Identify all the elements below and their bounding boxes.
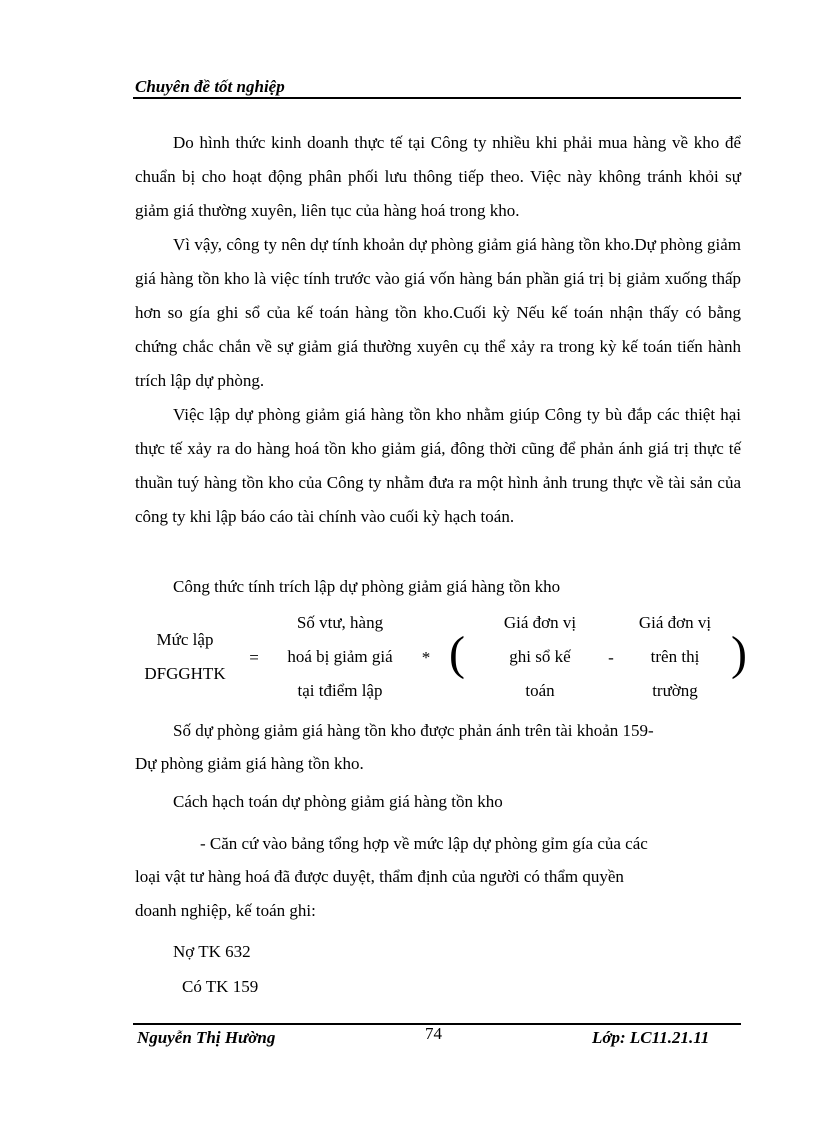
formula-times: * — [421, 648, 431, 667]
formula-market-line1: Giá đơn vị — [638, 613, 712, 632]
formula-book-line1: Giá đơn vị — [503, 613, 577, 632]
footer-author: Nguyễn Thị Hường — [137, 1028, 276, 1047]
page-number: 74 — [425, 1024, 442, 1043]
entry-credit: Có TK 159 — [182, 977, 259, 996]
method-line3: doanh nghiệp, kế toán ghi: — [135, 901, 316, 920]
formula-open-paren: ( — [449, 627, 465, 680]
formula-book-line2: ghi sổ kế — [509, 647, 571, 666]
header-rule — [133, 97, 741, 99]
formula-book-line3: toán — [525, 681, 555, 700]
method-line1: - Căn cứ vào bảng tổng hợp về mức lập dự phòng gỉm gía của các — [200, 834, 648, 853]
account-note-line1: Số dự phòng giảm giá hàng tồn kho được phản ánh trên tài khoản 159- — [173, 721, 654, 740]
method-line2: loại vật tư hàng hoá đã được duyệt, thẩm định của người có thẩm quyền — [135, 867, 624, 886]
formula-qty-line1: Số vtư, hàng — [296, 613, 384, 632]
formula-equals: = — [249, 648, 259, 667]
header-title: Chuyên đề tốt nghiệp — [135, 77, 285, 96]
method-title: Cách hạch toán dự phòng giảm giá hàng tồn kho — [173, 792, 503, 811]
paragraph-3-text: Việc lập dự phòng giảm giá hàng tồn kho nhằm giúp Công ty bù đắp các thiệt hại thực tế xảy ra do hàng hoá tồn kho giảm giá, đông thời cũng để phản ánh giá trị thực tế thuần tuý hàng tồn kho của Công ty nhằm đưa ra một hình ảnh trung thực về tài sản của công ty khi lập báo cáo tài chính vào cuối kỳ hạch toán. — [135, 405, 741, 526]
paragraph-1 — [135, 126, 741, 228]
formula-close-paren: ) — [731, 627, 747, 680]
paragraph-3 — [135, 398, 741, 534]
entry-debit: Nợ TK 632 — [173, 942, 251, 961]
account-note-line2: Dự phòng giảm giá hàng tồn kho. — [135, 754, 364, 773]
formula-qty-line2: hoá bị giảm giá — [287, 647, 393, 666]
paragraph-2 — [135, 228, 741, 398]
footer-class: Lớp: LC11.21.11 — [592, 1028, 710, 1047]
paragraph-2-text: Vì vậy, công ty nên dự tính khoản dự phòng giảm giá hàng tồn kho.Dự phòng giảm giá hàng tồn kho là việc tính trước vào giá vốn hàng bán phần giá trị bị giảm xuống thấp hơn so gía ghi sổ của kế toán hàng tồn kho.Cuối kỳ Nếu kế toán nhận thấy có bằng chứng chắc chắn về sự giảm giá thường xuyên cụ thể xảy ra trong kỳ kế toán tiến hành trích lập dự phòng. — [135, 235, 741, 390]
formula-lhs-line1: Mức lập — [156, 630, 214, 649]
formula-lhs-line2: DFGGHTK — [144, 664, 226, 683]
formula-intro: Công thức tính trích lập dự phòng giảm giá hàng tồn kho — [173, 577, 561, 596]
formula-minus: - — [608, 648, 614, 667]
formula-market-line3: trường — [652, 681, 698, 700]
formula-qty-line3: tại tđiểm lập — [297, 681, 383, 700]
formula-market-line2: trên thị — [650, 647, 700, 666]
paragraph-1-text: Do hình thức kinh doanh thực tế tại Công ty nhiều khi phải mua hàng về kho để chuẩn bị cho hoạt động phân phối lưu thông tiếp theo. Việc này không tránh khỏi sự giảm giá thường xuyên, liên tục của hàng hoá trong kho. — [135, 133, 741, 220]
